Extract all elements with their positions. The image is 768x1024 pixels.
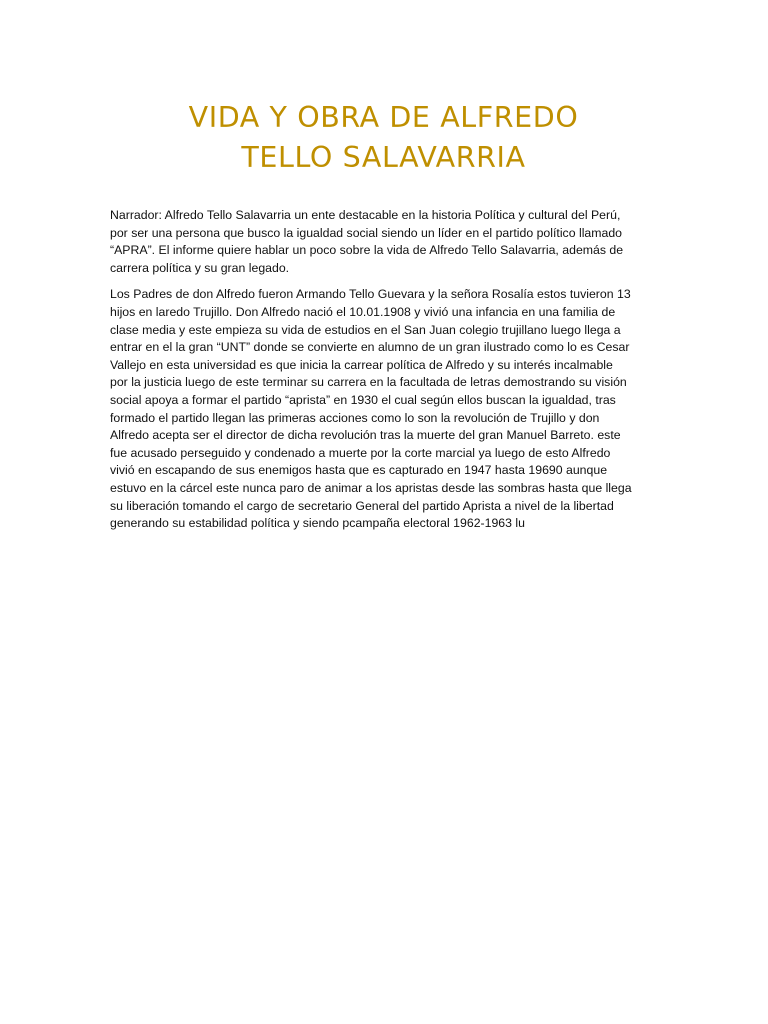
title-line: VIDA Y OBRA DE ALFREDO xyxy=(188,101,579,134)
text-line: entrar en el la gran “UNT” donde se convierte en alumno de un gran ilustrado como lo es Cesar xyxy=(110,340,630,355)
text-line: formado el partido llegan las primeras acciones como lo son la revolución de Trujillo y don xyxy=(110,410,600,425)
text-line: Los Padres de don Alfredo fueron Armando Tello Guevara y la señora Rosalía estos tuvieron 13 xyxy=(110,287,631,302)
title-line: TELLO SALAVARRIA xyxy=(241,141,526,174)
text-line: estuvo en la cárcel este nunca paro de animar a los apristas desde las sombras hasta que llega xyxy=(110,480,632,495)
paragraph-narrator xyxy=(110,207,662,277)
text-line: clase media y este empieza su vida de estudios en el San Juan colegio trujillano luego llega a xyxy=(110,322,621,337)
text-line: vivió en escapando de sus enemigos hasta que es capturado en 1947 hasta 19690 aunque xyxy=(110,463,608,478)
text-line: carrera política y su gran legado. xyxy=(110,260,290,275)
text-line: hijos en laredo Trujillo. Don Alfredo nació el 10.01.1908 y vivió una infancia en una familia de xyxy=(110,304,616,319)
text-line: su liberación tomando el cargo de secretario General del partido Aprista a nivel de la libertad xyxy=(110,498,614,513)
paragraph-biography xyxy=(110,286,662,532)
text-line: Alfredo acepta ser el director de dicha revolución tras la muerte del gran Manuel Barreto. este xyxy=(110,428,621,443)
text-line: Vallejo en esta universidad es que inicia la carrear política de Alfredo y su interés incalmable xyxy=(110,357,613,372)
text-line: fue acusado perseguido y condenado a muerte por la corte marcial ya luego de esto Alfredo xyxy=(110,445,611,460)
text-line: social apoya a formar el partido “aprista” en 1930 el cual según ellos buscan la igualdad, tras xyxy=(110,392,616,407)
text-line: por ser una persona que busco la igualdad social siendo un líder en el partido político llamado xyxy=(110,225,623,240)
document-title xyxy=(110,98,657,178)
text-line: “APRA”. El informe quiere hablar un poco sobre la vida de Alfredo Tello Salavarria, además de xyxy=(110,243,624,258)
text-line: Narrador: Alfredo Tello Salavarria un ente destacable en la historia Política y cultural del Perú, xyxy=(110,208,621,222)
text-line: generando su estabilidad política y siendo pcampaña electoral 1962-1963 lu xyxy=(110,516,525,531)
text-line: por la justicia luego de este terminar su carrera en la facultada de letras demostrando su visión xyxy=(110,375,627,390)
document-body xyxy=(110,207,662,542)
